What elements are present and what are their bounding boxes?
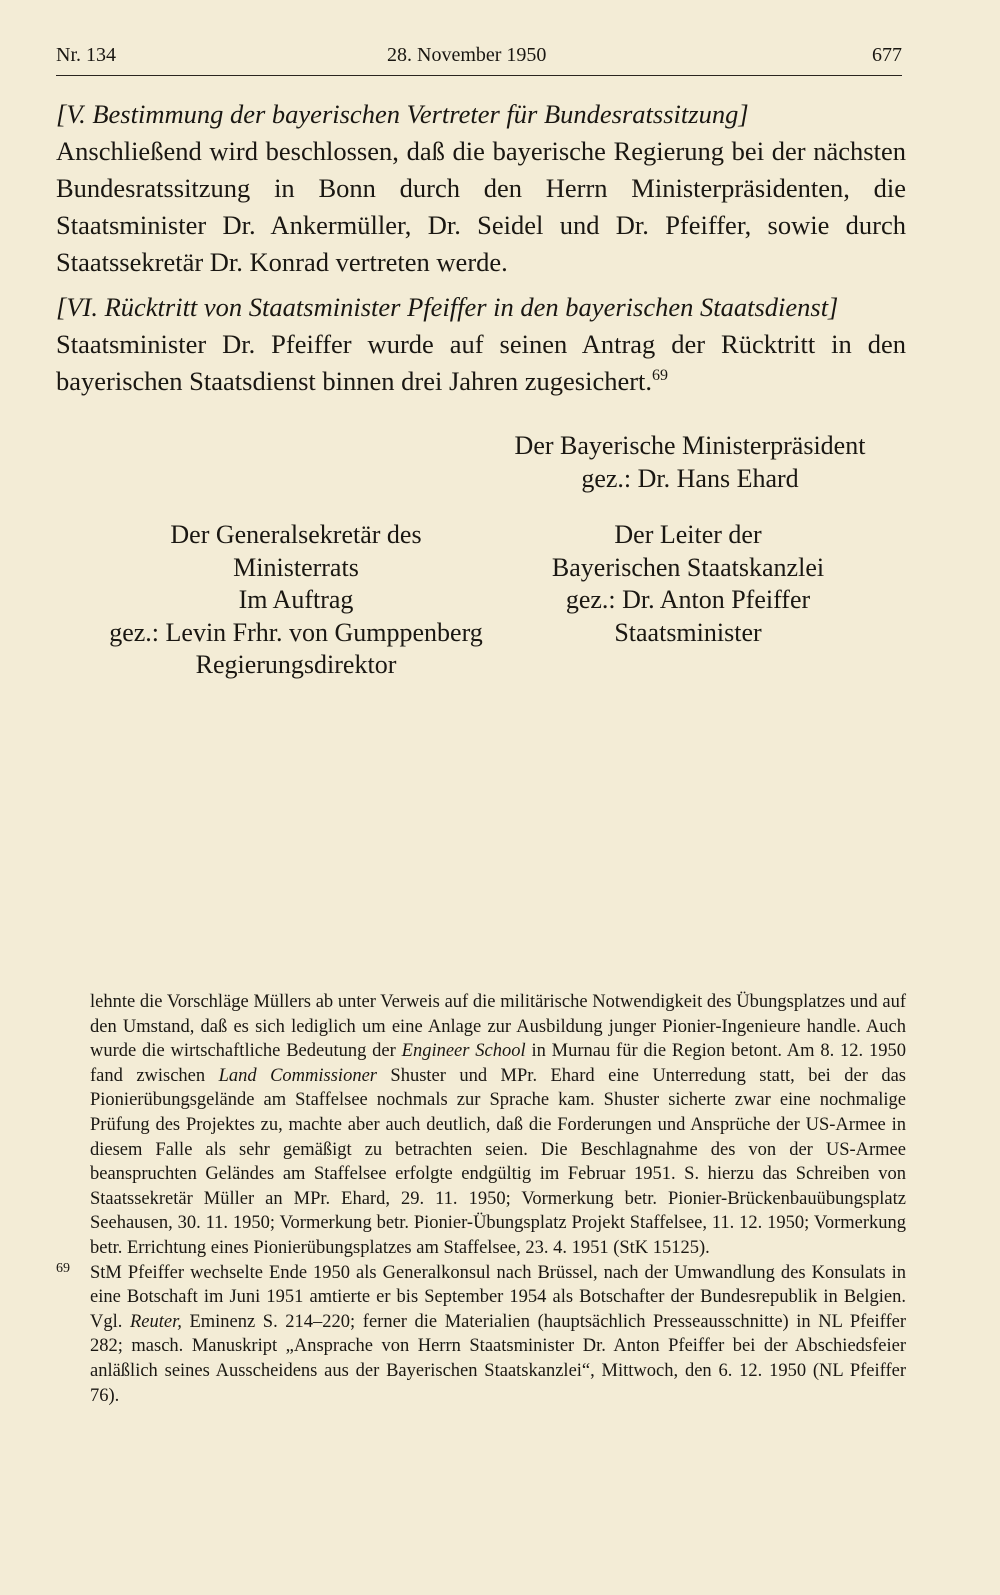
signature-line: Der Generalsekretär des xyxy=(170,520,422,549)
meeting-date: 28. November 1950 xyxy=(387,44,547,66)
running-header xyxy=(56,44,902,74)
section-vi-title: [VI. Rücktritt von Staatsminister Pfeiffer in den bayerischen Staatsdienst] xyxy=(56,292,839,322)
signature-line: Regierungsdirektor xyxy=(195,650,397,679)
signature-line: gez.: Levin Frhr. von Gumppenberg xyxy=(109,617,483,647)
document-number: Nr. 134 xyxy=(56,44,116,66)
page-number: 677 xyxy=(872,44,902,66)
section-v-title: [V. Bestimmung der bayerischen Vertreter für Bundesratssitzung] xyxy=(56,99,749,129)
section-v-body: Anschließend wird beschlossen, daß die bayerische Regierung bei der nächsten Bundesratssitzung in Bonn durch den Herrn Ministerpräsidenten, die Staatsminister Dr. Ankermüller, Dr. Seidel und Dr. Pfeiffer, sowie durch Staatssekretär Dr. Konrad vertreten werde. xyxy=(56,136,906,277)
signature-line: gez.: Dr. Hans Ehard xyxy=(581,463,799,493)
footnote-ref-69[interactable]: 69 xyxy=(652,367,669,385)
signature-line: Im Auftrag xyxy=(238,585,354,614)
signature-line: Der Bayerische Ministerpräsident xyxy=(514,431,866,460)
signature-line: Der Leiter der xyxy=(614,520,762,549)
signature-line: Staatsminister xyxy=(614,617,762,647)
section-vi-body xyxy=(56,326,906,400)
signature-line: Bayerischen Staatskanzlei xyxy=(551,552,825,582)
footnote-continuation: lehnte die Vorschläge Müllers ab unter Verweis auf die militärische Notwendigkeit des Übungsplatzes und auf den Umstand, daß es sich lediglich um eine Anlage zur Ausbildung junger Pionier-Ingenieure handle. Auch wurde die wirtschaftliche Bedeutung der Engineer School in Murnau für die Region betont. Am 8. 12. 1950 fand zwischen Land Commissioner Shuster und MPr. Ehard eine Unterredung statt, bei der das Pionierübungsgelände am Staffelsee nochmals zur Sprache kam. Shuster sicherte zwar eine nochmalige Prüfung des Projektes zu, machte aber auch deutlich, daß die Forderungen und Ansprüche der US-Armee in diesem Falle als sehr gemäßigt zu betrachten seien. Die Beschlagnahme des von der US-Armee beanspruchten Geländes am Staffelsee erfolgte endgültig im Februar 1951. S. hierzu das Schreiben von Staatssekretär Müller an MPr. Ehard, 29. 11. 1950; Vormerkung betr. Pionier-Brückenbauübungsplatz Seehausen, 30. 11. 1950; Vormerkung betr. Pionier-Übungsplatz Projekt Staffelsee, 11. 12. 1950; Vormerkung betr. Errichtung eines Pionierübungsplatzes am Staffelsee, 23. 4. 1951 (StK 15125). xyxy=(90,992,906,1258)
footnote-number: 69 xyxy=(56,1260,70,1276)
footnotes xyxy=(56,990,906,1408)
signature-leiter-staatskanzlei xyxy=(528,519,848,649)
main-text xyxy=(56,96,906,400)
signature-line: Ministerrats xyxy=(233,552,359,582)
signature-line: gez.: Dr. Anton Pfeiffer xyxy=(565,585,811,614)
header-rule xyxy=(56,75,902,76)
section-vi-text: Staatsminister Dr. Pfeiffer wurde auf seinen Antrag der Rücktritt in den bayerischen Staatsdienst binnen drei Jahren zugesichert. xyxy=(56,329,906,396)
footnote-69: 69 StM Pfeiffer wechselte Ende 1950 als Generalkonsul nach Brüssel, nach der Umwandlung des Konsulats in eine Botschaft im Juni 1951 amtierte er bis September 1954 als Botschafter der Bundesrepublik in Belgien. Vgl. Reuter, Eminenz S. 214–220; ferner die Materialien (hauptsächlich Presseausschnitte) in NL Pfeiffer 282; masch. Manuskript „Ansprache von Herrn Staatsminister Dr. Anton Pfeiffer bei der Abschiedsfeier anläßlich seines Ausscheidens aus der Bayerischen Staatskanzlei“, Mittwoch, den 6. 12. 1950 (NL Pfeiffer 76). xyxy=(90,1261,906,1409)
signature-ministerpraesident xyxy=(490,430,890,495)
signature-generalsekretaer xyxy=(96,519,496,682)
